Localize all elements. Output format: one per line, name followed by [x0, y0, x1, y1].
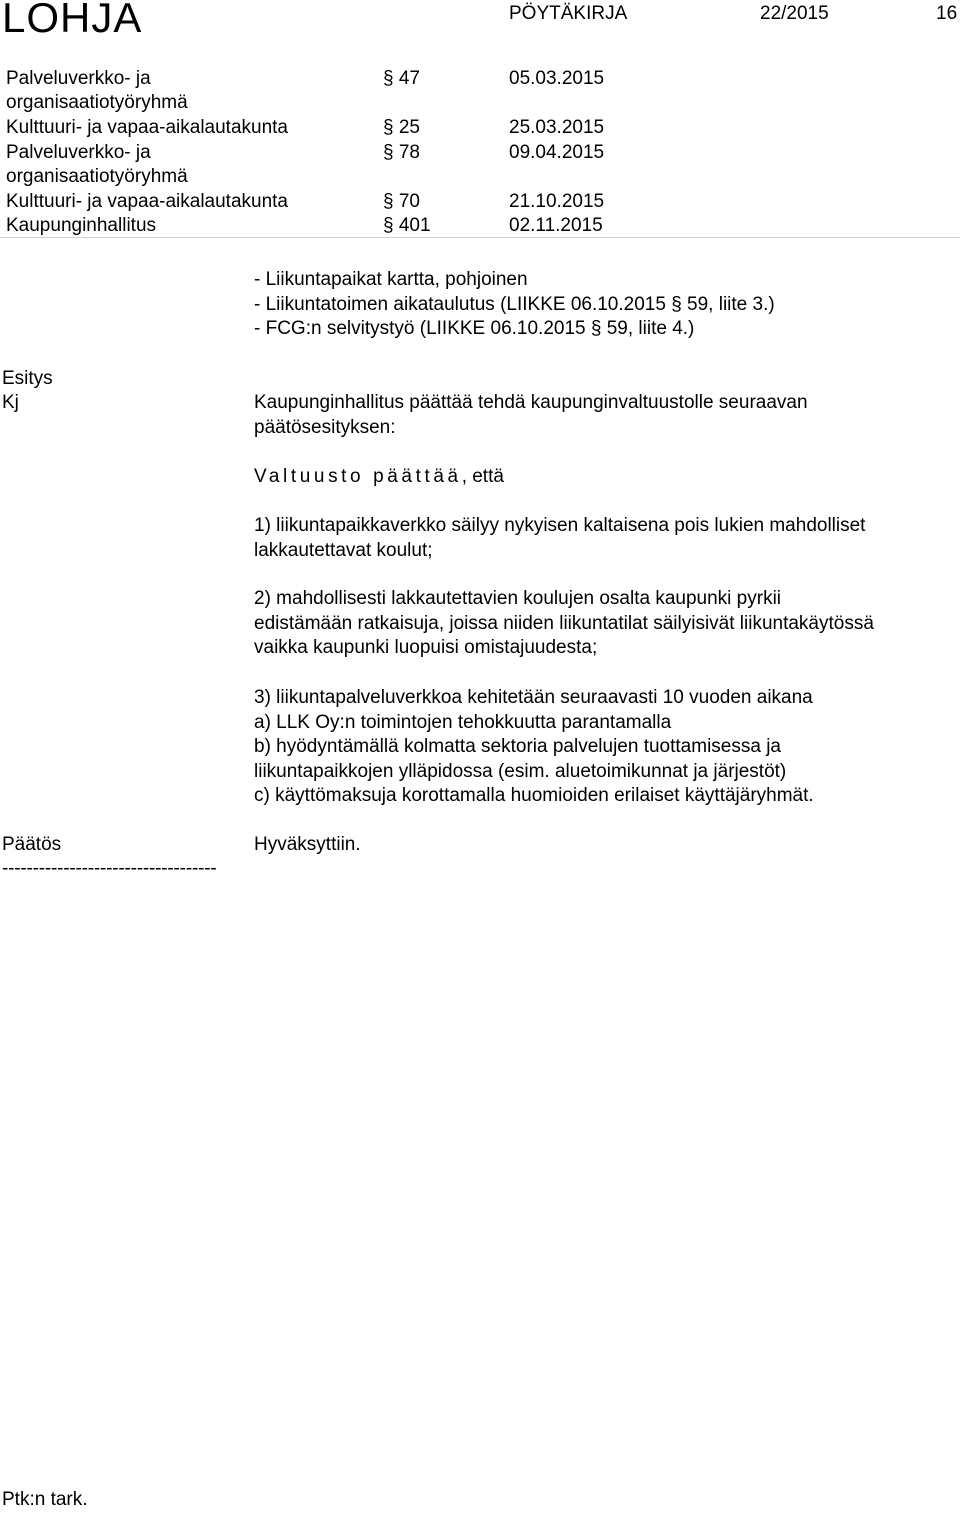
- history-body: Palveluverkko- ja: [6, 142, 151, 163]
- proposal-item-line: 1) liikuntapaikkaverkko säilyy nykyisen kaltaisena pois lukien mahdolliset: [254, 515, 866, 536]
- history-body: Kulttuuri- ja vapaa-aikalautakunta: [6, 191, 289, 212]
- municipality-logo: LOHJA: [2, 0, 143, 41]
- document-number: 22/2015: [760, 3, 829, 24]
- history-body: organisaatiotyöryhmä: [6, 92, 188, 113]
- council-decides-text: Valtuusto päättää: [254, 466, 462, 487]
- history-paragraph: § 47: [383, 68, 420, 89]
- proposal-item-1: [254, 514, 954, 563]
- council-decision-line: [254, 465, 954, 490]
- history-date: 05.03.2015: [509, 68, 605, 89]
- proposal-item-line: lakkautettavat koulut;: [254, 539, 433, 561]
- decision-text: Hyväksyttiin.: [254, 834, 361, 855]
- document-type: PÖYTÄKIRJA: [509, 3, 628, 24]
- history-divider: [0, 237, 960, 238]
- proposal-intro: [254, 391, 954, 440]
- decision-label: Päätös: [2, 834, 62, 855]
- proposal-presenter: Kj: [2, 392, 19, 413]
- history-date: 09.04.2015: [509, 142, 605, 163]
- proposal-item-line: a) LLK Oy:n toimintojen tehokkuutta parantamalla: [254, 711, 672, 733]
- history-body: Palveluverkko- ja: [6, 68, 151, 89]
- history-date: 25.03.2015: [509, 117, 605, 138]
- history-paragraph: § 70: [383, 191, 420, 212]
- history-paragraph: § 401: [383, 215, 431, 236]
- proposal-item-line: 2) mahdollisesti lakkautettavien koulujen osalta kaupunki pyrkii: [254, 588, 782, 609]
- council-decides-suffix: , että: [461, 466, 504, 487]
- proposal-item-line: c) käyttömaksuja korottamalla huomioiden erilaiset käyttäjäryhmät.: [254, 785, 814, 806]
- history-body: organisaatiotyöryhmä: [6, 166, 188, 187]
- minutes-checker-footer: Ptk:n tark.: [2, 1489, 88, 1510]
- attachment-item: - Liikuntatoimen aikataulutus (LIIKKE 06.10.2015 § 59, liite 3.): [254, 293, 775, 315]
- proposal-intro-line: päätösesityksen:: [254, 416, 396, 438]
- proposal-item-line: vaikka kaupunki luopuisi omistajuudesta;: [254, 637, 598, 658]
- attachment-item: - Liikuntapaikat kartta, pohjoinen: [254, 269, 528, 290]
- proposal-item-line: edistämään ratkaisuja, joissa niiden liikuntatilat säilyisivät liikuntakäytössä: [254, 612, 874, 634]
- history-paragraph: § 78: [383, 142, 420, 163]
- proposal-intro-line: Kaupunginhallitus päättää tehdä kaupunginvaltuustolle seuraavan: [254, 392, 808, 413]
- history-body: Kulttuuri- ja vapaa-aikalautakunta: [6, 117, 289, 138]
- proposal-label: Esitys: [2, 368, 53, 389]
- decision-separator: -----------------------------------: [2, 858, 217, 879]
- proposal-item-3: [254, 686, 954, 809]
- history-date: 21.10.2015: [509, 191, 605, 212]
- proposal-item-line: b) hyödyntämällä kolmatta sektoria palvelujen tuottamisessa ja: [254, 736, 781, 757]
- history-date: 02.11.2015: [509, 215, 603, 236]
- history-body: Kaupunginhallitus: [6, 215, 157, 236]
- attachment-list: [254, 268, 954, 342]
- proposal-item-2: [254, 587, 954, 661]
- proposal-item-line: liikuntapaikkojen ylläpidossa (esim. aluetoimikunnat ja järjestöt): [254, 760, 787, 782]
- attachment-item: - FCG:n selvitystyö (LIIKKE 06.10.2015 § 59, liite 4.): [254, 318, 695, 339]
- page-number: 16: [936, 3, 958, 24]
- history-paragraph: § 25: [383, 117, 420, 138]
- proposal-item-line: 3) liikuntapalveluverkkoa kehitetään seuraavasti 10 vuoden aikana: [254, 687, 813, 708]
